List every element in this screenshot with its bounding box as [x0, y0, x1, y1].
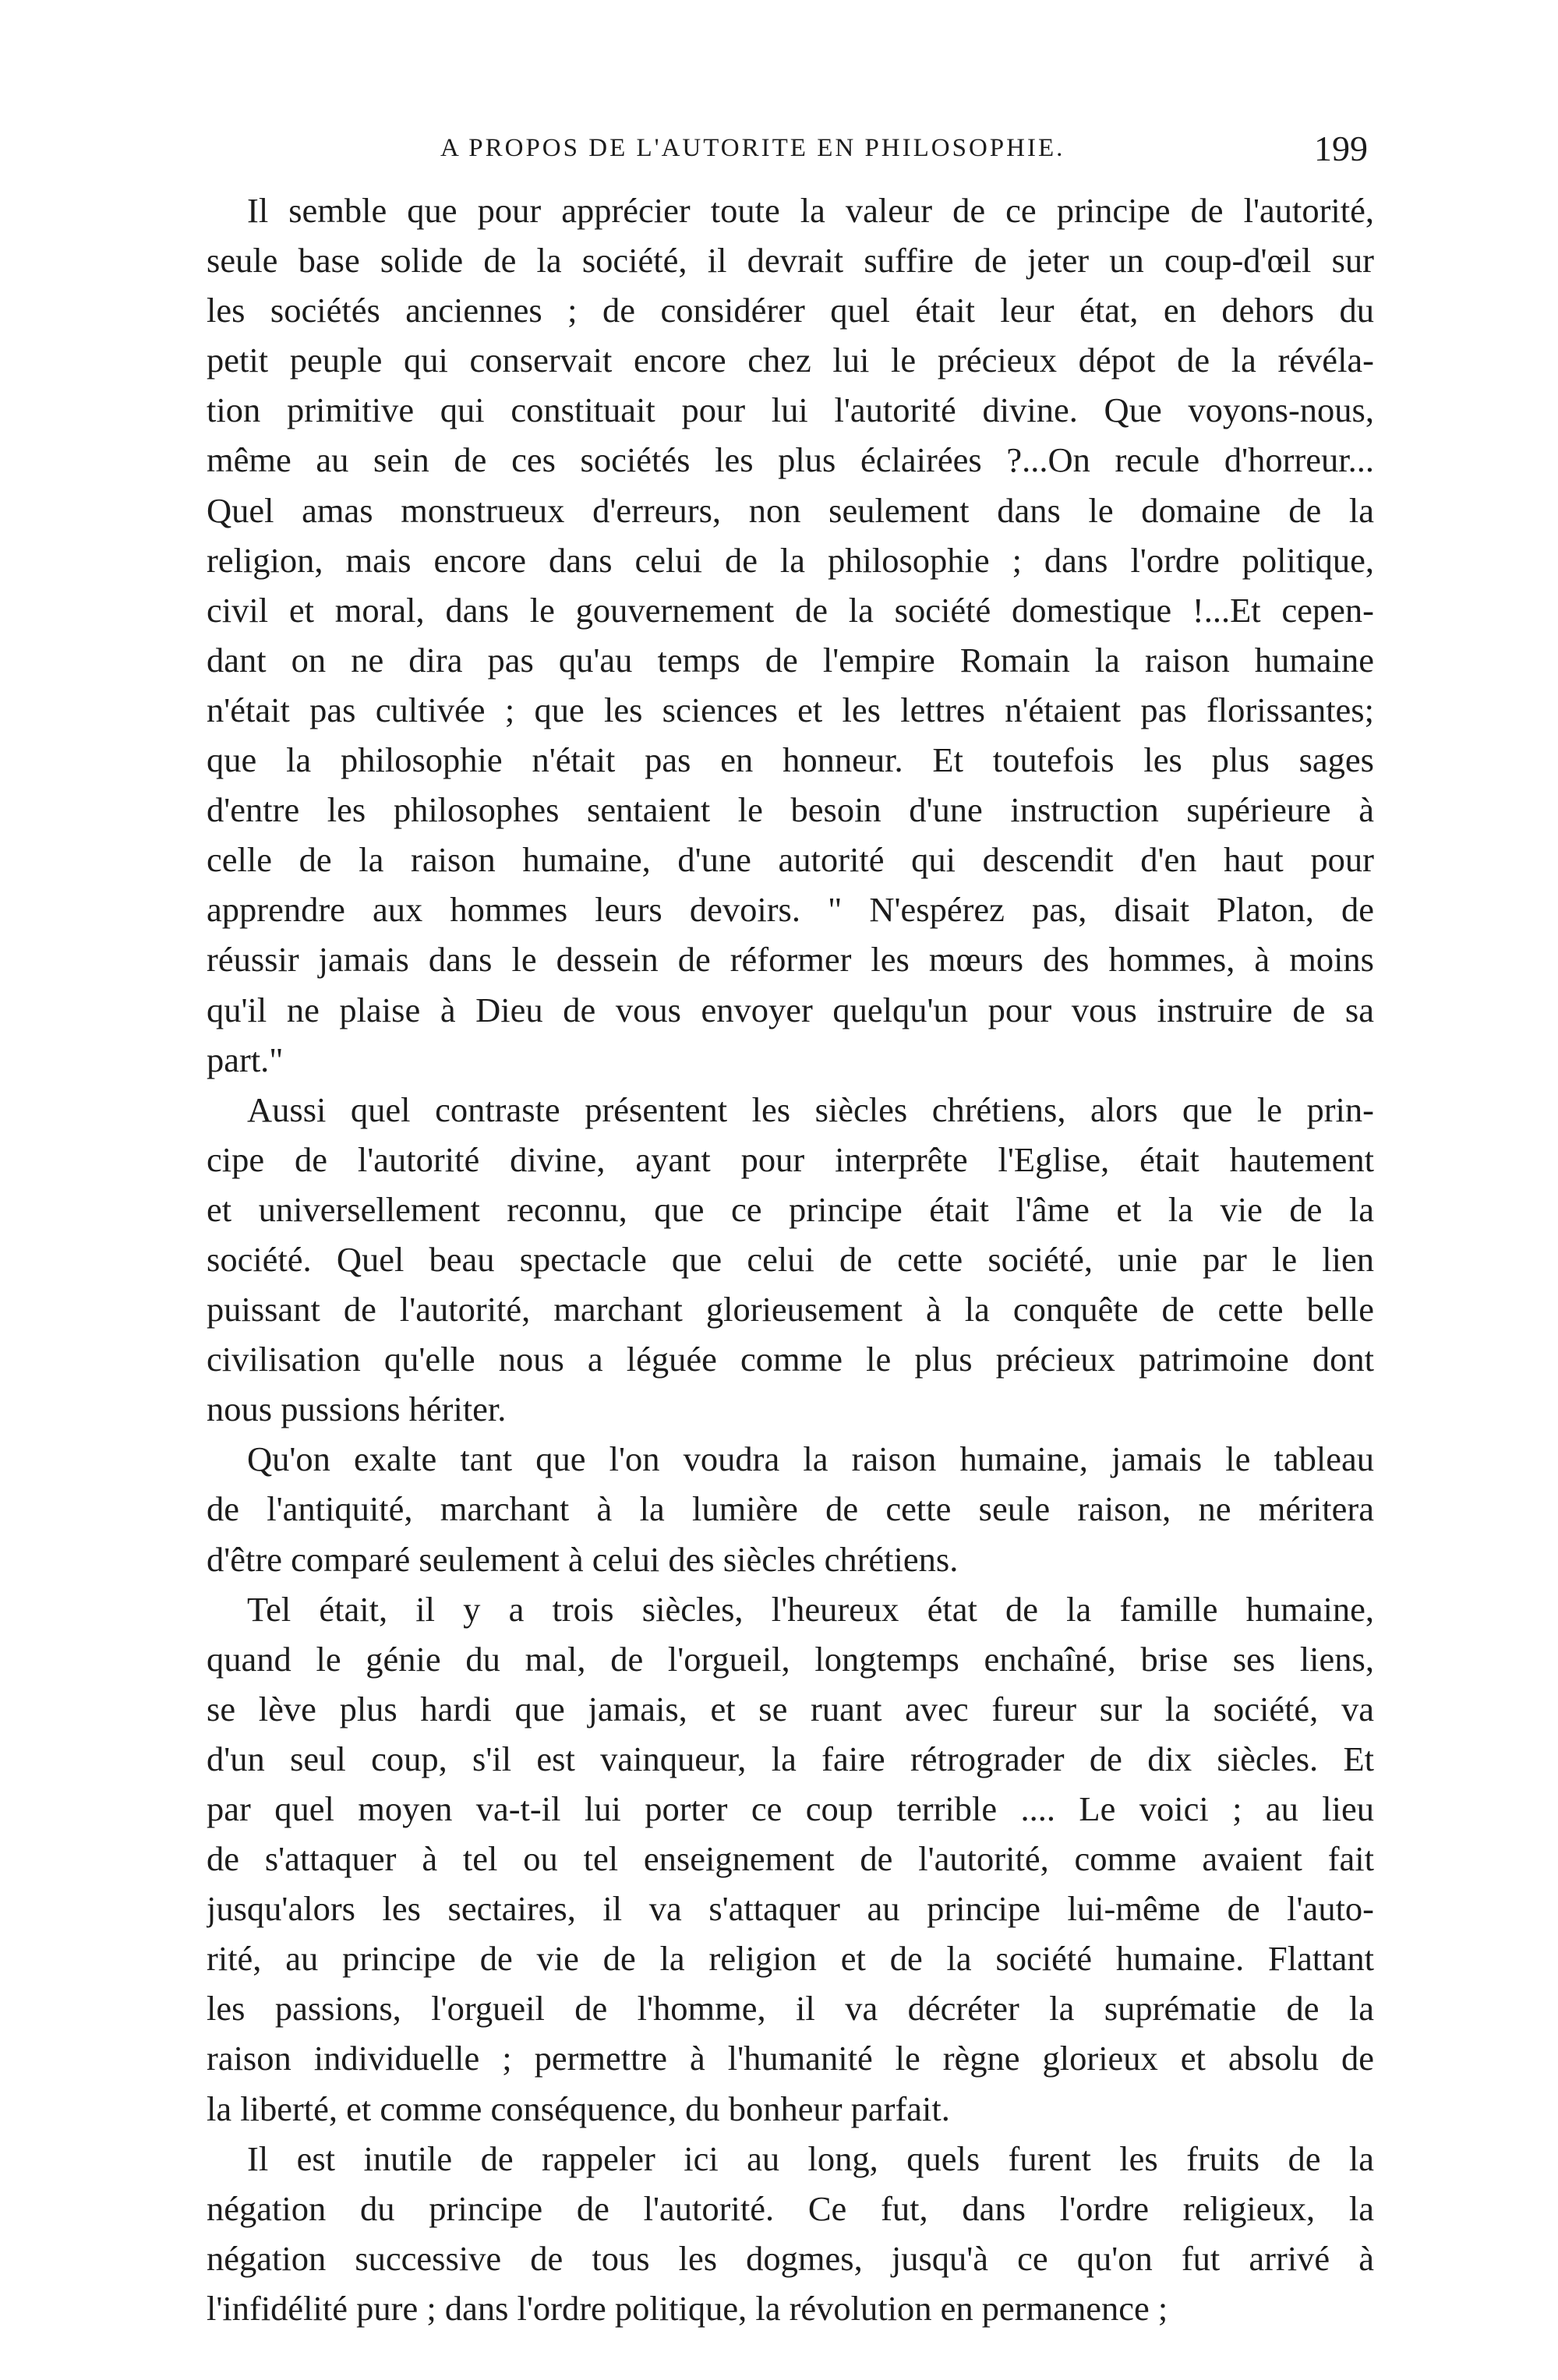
text-line: par quel moyen va-t-il lui porter ce coup terrible .... Le voici ; au lieu [207, 1789, 1374, 1828]
paragraph [207, 1584, 1374, 2134]
text-line: que la philosophie n'était pas en honneur. Et toutefois les plus sages [207, 740, 1374, 780]
text-line: jusqu'alors les sectaires, il va s'attaquer au principe lui-même de l'auto- [207, 1889, 1374, 1929]
text-line: religion, mais encore dans celui de la philosophie ; dans l'ordre politique, [207, 540, 1374, 580]
text-line: négation successive de tous les dogmes, jusqu'à ce qu'on fut arrivé à [207, 2238, 1374, 2278]
text-line: et universellement reconnu, que ce principe était l'âme et la vie de la [207, 1189, 1374, 1229]
text-line: tion primitive qui constituait pour lui l'autorité divine. Que voyons-nous, [207, 390, 1374, 430]
text-line: d'entre les philosophes sentaient le besoin d'une instruction supérieure à [207, 790, 1374, 830]
text-line: dant on ne dira pas qu'au temps de l'empire Romain la raison humaine [207, 640, 1374, 680]
text-line: la liberté, et comme conséquence, du bonheur parfait. [207, 2089, 950, 2128]
text-line: l'infidélité pure ; dans l'ordre politique, la révolution en permanence ; [207, 2288, 1168, 2328]
paragraph [207, 1434, 1374, 1584]
text-line: négation du principe de l'autorité. Ce fut, dans l'ordre religieux, la [207, 2188, 1374, 2228]
text-line: apprendre aux hommes leurs devoirs. " N'espérez pas, disait Platon, de [207, 890, 1374, 930]
text-line: d'un seul coup, s'il est vainqueur, la faire rétrograder de dix siècles. Et [207, 1739, 1374, 1778]
page-number: 199 [1314, 129, 1368, 168]
text-line: se lève plus hardi que jamais, et se ruant avec fureur sur la société, va [207, 1689, 1374, 1729]
page-header [207, 123, 1383, 170]
text-line: de s'attaquer à tel ou tel enseignement de l'autorité, comme avaient fait [207, 1839, 1374, 1879]
text-line: civil et moral, dans le gouvernement de la société domestique !...Et cepen- [207, 590, 1374, 630]
text-line: celle de la raison humaine, d'une autorité qui descendit d'en haut pour [207, 840, 1374, 880]
text-line: Tel était, il y a trois siècles, l'heureux état de la famille humaine, [247, 1589, 1374, 1629]
text-line: réussir jamais dans le dessein de réformer les mœurs des hommes, à moins [207, 940, 1374, 980]
paragraph [207, 2134, 1374, 2333]
text-line: d'être comparé seulement à celui des siècles chrétiens. [207, 1539, 959, 1579]
text-line: nous pussions hériter. [207, 1390, 507, 1429]
text-line: les passions, l'orgueil de l'homme, il va décréter la suprématie de la [207, 1989, 1374, 2029]
text-line: société. Quel beau spectacle que celui de cette société, unie par le lien [207, 1239, 1374, 1279]
text-line: raison individuelle ; permettre à l'humanité le règne glorieux et absolu de [207, 2039, 1374, 2078]
text-line: cipe de l'autorité divine, ayant pour interprête l'Eglise, était hautement [207, 1139, 1374, 1179]
text-line: civilisation qu'elle nous a léguée comme le plus précieux patrimoine dont [207, 1340, 1374, 1379]
text-line: qu'il ne plaise à Dieu de vous envoyer quelqu'un pour vous instruire de sa [207, 990, 1374, 1029]
text-line: Il semble que pour apprécier toute la valeur de ce principe de l'autorité, [247, 191, 1374, 230]
text-line: n'était pas cultivée ; que les sciences et les lettres n'étaient pas florissantes; [207, 690, 1374, 729]
text-line: Qu'on exalte tant que l'on voudra la raison humaine, jamais le tableau [247, 1439, 1374, 1479]
text-line: rité, au principe de vie de la religion et de la société humaine. Flattant [207, 1939, 1374, 1979]
text-line: quand le génie du mal, de l'orgueil, longtemps enchaîné, brise ses liens, [207, 1639, 1374, 1679]
running-title: A PROPOS DE L'AUTORITE EN PHILOSOPHIE. [440, 134, 1065, 162]
text-line: seule base solide de la société, il devrait suffire de jeter un coup-d'œil sur [207, 241, 1374, 281]
text-line: Quel amas monstrueux d'erreurs, non seulement dans le domaine de la [207, 490, 1374, 530]
text-line: puissant de l'autorité, marchant glorieusement à la conquête de cette belle [207, 1290, 1374, 1329]
paragraph [207, 185, 1374, 1085]
text-line: même au sein de ces sociétés les plus éclairées ?...On recule d'horreur... [207, 440, 1374, 480]
text-line: petit peuple qui conservait encore chez lui le précieux dépot de la révéla- [207, 341, 1374, 380]
body-text [207, 185, 1374, 2333]
text-line: Il est inutile de rappeler ici au long, quels furent les fruits de la [247, 2138, 1374, 2178]
text-line: part." [207, 1040, 284, 1079]
text-line: de l'antiquité, marchant à la lumière de cette seule raison, ne méritera [207, 1489, 1374, 1529]
paragraph [207, 1085, 1374, 1435]
text-line: Aussi quel contraste présentent les siècles chrétiens, alors que le prin- [247, 1089, 1374, 1129]
text-line: les sociétés anciennes ; de considérer quel était leur état, en dehors du [207, 291, 1374, 330]
